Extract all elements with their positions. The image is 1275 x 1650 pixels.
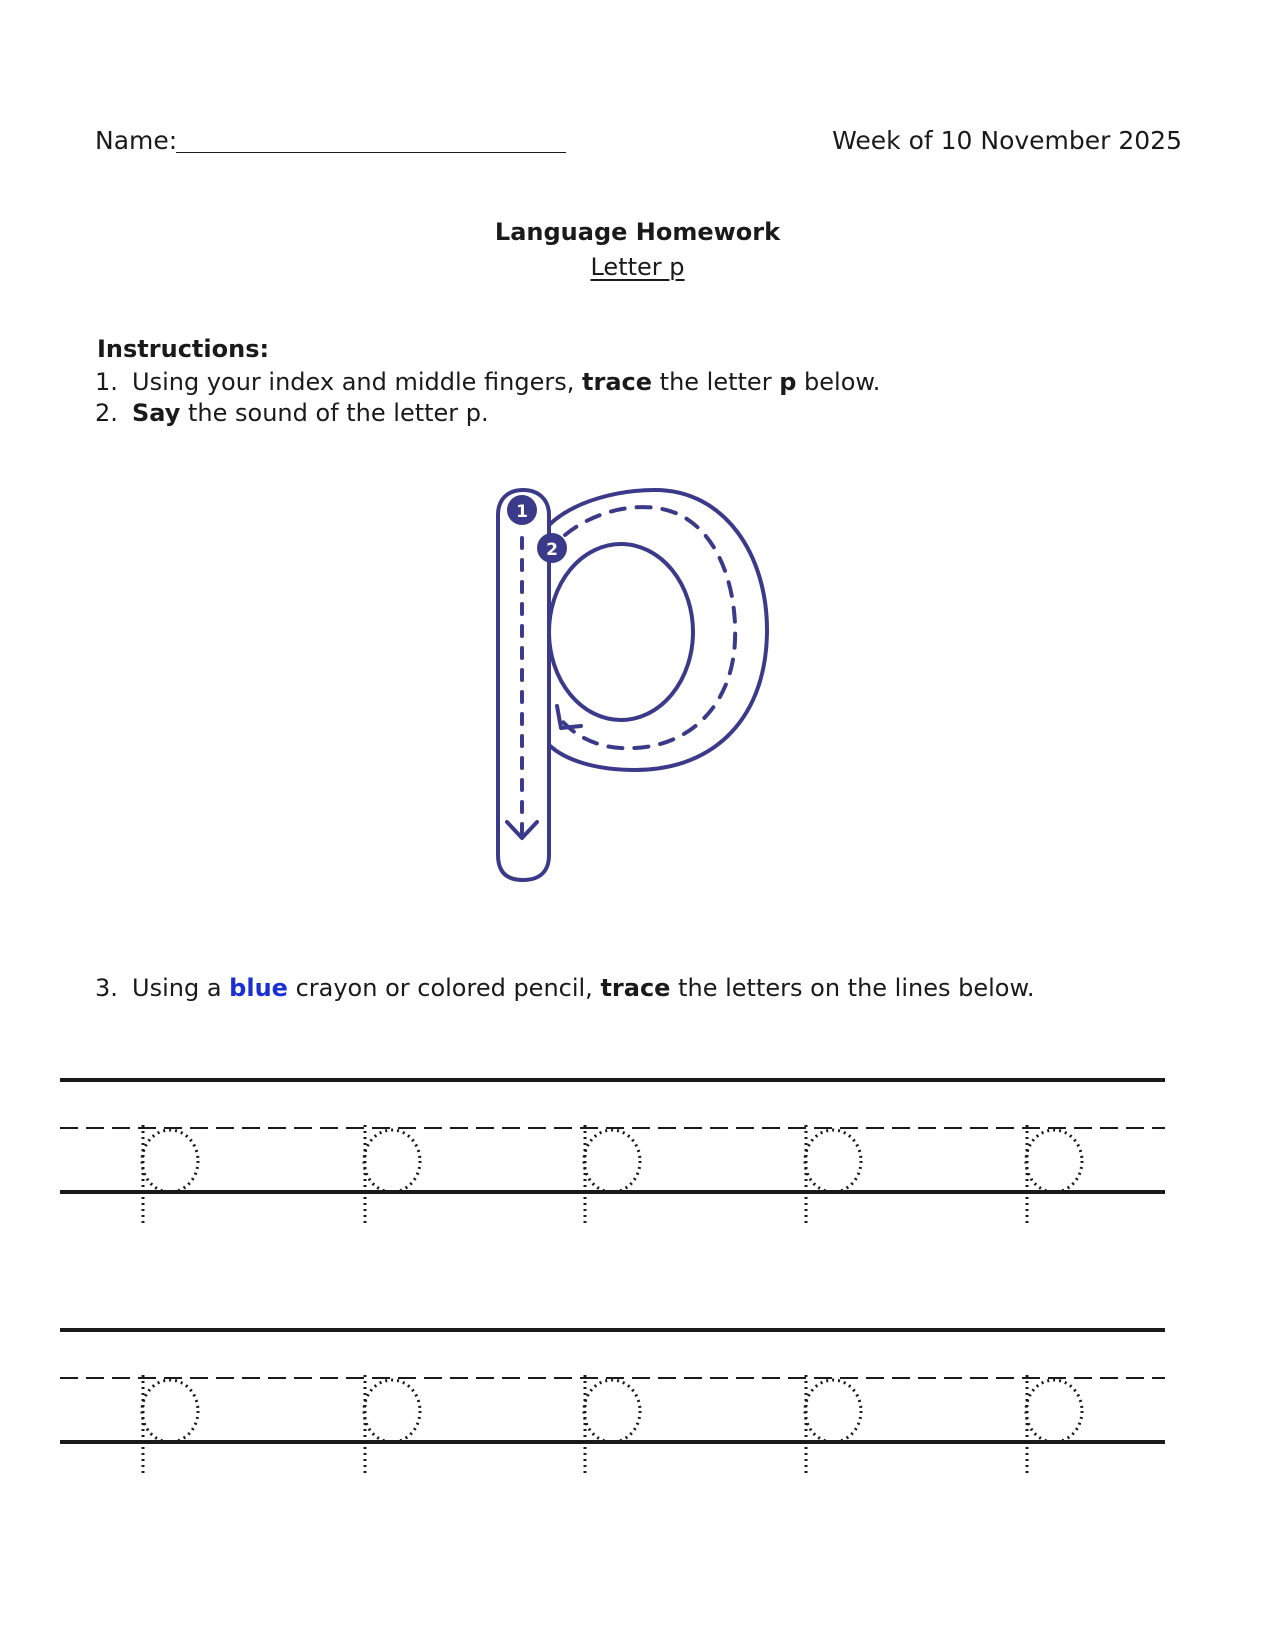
traceable-letter-p-bowl bbox=[364, 1380, 420, 1442]
stroke-number-1: 1 bbox=[516, 502, 528, 522]
name-blank-line[interactable] bbox=[176, 152, 566, 153]
week-label: Week of 10 November 2025 bbox=[832, 126, 1182, 155]
traceable-letter-p-bowl bbox=[584, 1130, 640, 1192]
step-emphasis: trace bbox=[582, 368, 653, 396]
traceable-letter-p-bowl bbox=[364, 1130, 420, 1192]
handwriting-practice-area[interactable] bbox=[0, 1040, 1275, 1490]
step-text-part: the letter bbox=[652, 368, 780, 396]
step-number: 3. bbox=[95, 974, 118, 1002]
step-color-word: blue bbox=[229, 974, 288, 1002]
step-text-part: below. bbox=[796, 368, 881, 396]
step-number: 1. bbox=[95, 368, 118, 396]
step-number: 2. bbox=[95, 399, 118, 427]
traceable-letter-p-bowl bbox=[1026, 1130, 1082, 1192]
step-text-part: the sound of the letter p. bbox=[180, 399, 489, 427]
subtitle-wrap bbox=[0, 252, 1275, 282]
letter-outline-bowl bbox=[549, 490, 767, 770]
page-subtitle: Letter p bbox=[590, 253, 685, 281]
step-text-part: Using your index and middle fingers, bbox=[132, 368, 583, 396]
traceable-letter-p-bowl bbox=[142, 1130, 198, 1192]
traceable-letter-p-bowl bbox=[142, 1380, 198, 1442]
letter-p-tracing-figure bbox=[455, 470, 835, 920]
step-text-part: Using a bbox=[132, 974, 230, 1002]
step-text bbox=[132, 973, 1035, 1003]
step-emphasis: p bbox=[779, 368, 797, 396]
step-text bbox=[132, 367, 880, 397]
step-emphasis: trace bbox=[600, 974, 671, 1002]
step-text bbox=[132, 398, 489, 428]
name-label: Name: bbox=[95, 126, 178, 155]
instructions-heading: Instructions: bbox=[97, 335, 270, 363]
step-text-part: crayon or colored pencil, bbox=[287, 974, 601, 1002]
step-text-part: the letters on the lines below. bbox=[670, 974, 1035, 1002]
step-emphasis: Say bbox=[132, 399, 181, 427]
stroke-arrow-2 bbox=[557, 706, 581, 728]
stroke-number-2: 2 bbox=[546, 540, 558, 560]
letter-inner-counter bbox=[549, 544, 693, 720]
page-title: Language Homework bbox=[494, 218, 781, 246]
traceable-letter-p-bowl bbox=[805, 1380, 861, 1442]
traceable-letter-p-bowl bbox=[805, 1130, 861, 1192]
traceable-letter-p-bowl bbox=[584, 1380, 640, 1442]
traceable-letter-p-bowl bbox=[1026, 1380, 1082, 1442]
